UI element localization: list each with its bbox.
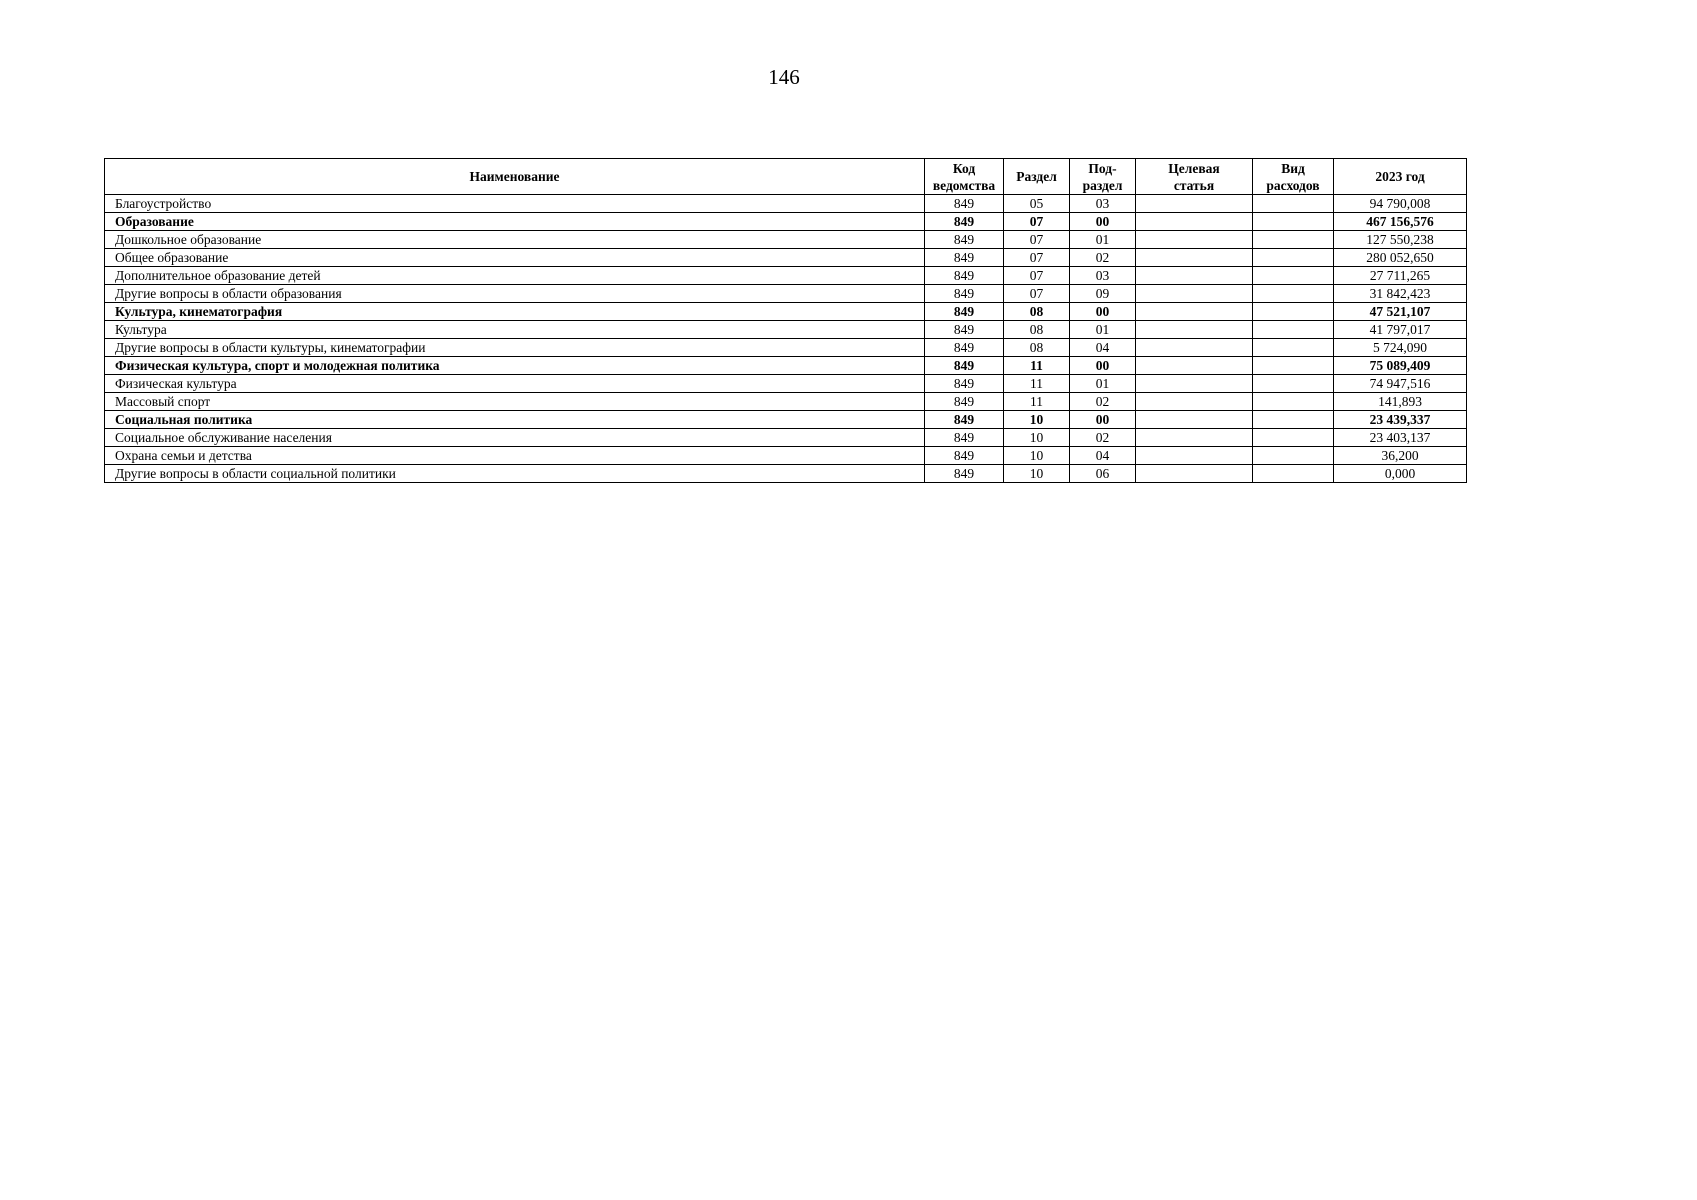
cell-expense-type	[1253, 411, 1334, 429]
cell-name: Другие вопросы в области культуры, кинематографии	[105, 339, 925, 357]
cell-target-article	[1136, 303, 1253, 321]
cell-dept-code: 849	[925, 249, 1004, 267]
cell-target-article	[1136, 321, 1253, 339]
cell-expense-type	[1253, 393, 1334, 411]
cell-expense-type	[1253, 231, 1334, 249]
table-row	[105, 231, 1467, 249]
cell-section: 10	[1004, 447, 1070, 465]
table-row	[105, 321, 1467, 339]
cell-amount-2023: 23 403,137	[1334, 429, 1467, 447]
cell-target-article	[1136, 411, 1253, 429]
cell-target-article	[1136, 465, 1253, 483]
cell-dept-code: 849	[925, 339, 1004, 357]
cell-dept-code: 849	[925, 285, 1004, 303]
header-exptype-line1: Вид	[1281, 160, 1305, 176]
cell-section: 07	[1004, 213, 1070, 231]
table-row	[105, 195, 1467, 213]
cell-subsection: 09	[1070, 285, 1136, 303]
cell-name: Благоустройство	[105, 195, 925, 213]
cell-dept-code: 849	[925, 321, 1004, 339]
cell-dept-code: 849	[925, 411, 1004, 429]
cell-expense-type	[1253, 375, 1334, 393]
cell-amount-2023: 5 724,090	[1334, 339, 1467, 357]
cell-target-article	[1136, 231, 1253, 249]
table-row	[105, 393, 1467, 411]
cell-name: Охрана семьи и детства	[105, 447, 925, 465]
header-exptype-line2: расходов	[1266, 177, 1320, 193]
cell-dept-code: 849	[925, 393, 1004, 411]
header-dept-code-line1: Код	[952, 160, 976, 176]
cell-section: 10	[1004, 465, 1070, 483]
header-row	[105, 159, 1467, 195]
cell-target-article	[1136, 393, 1253, 411]
cell-name: Физическая культура	[105, 375, 925, 393]
cell-section: 11	[1004, 375, 1070, 393]
table-row	[105, 447, 1467, 465]
cell-target-article	[1136, 195, 1253, 213]
cell-subsection: 01	[1070, 321, 1136, 339]
cell-subsection: 04	[1070, 447, 1136, 465]
cell-amount-2023: 47 521,107	[1334, 303, 1467, 321]
cell-amount-2023: 41 797,017	[1334, 321, 1467, 339]
budget-table	[104, 158, 1467, 483]
cell-expense-type	[1253, 303, 1334, 321]
page-number: 146	[768, 65, 800, 89]
cell-section: 07	[1004, 267, 1070, 285]
header-subsection-line2: раздел	[1082, 177, 1123, 193]
header-dept-code	[925, 159, 1004, 195]
cell-subsection: 00	[1070, 411, 1136, 429]
cell-target-article	[1136, 339, 1253, 357]
cell-dept-code: 849	[925, 447, 1004, 465]
cell-subsection: 00	[1070, 213, 1136, 231]
cell-amount-2023: 75 089,409	[1334, 357, 1467, 375]
table-row	[105, 249, 1467, 267]
cell-dept-code: 849	[925, 429, 1004, 447]
cell-section: 10	[1004, 411, 1070, 429]
cell-amount-2023: 94 790,008	[1334, 195, 1467, 213]
cell-amount-2023: 0,000	[1334, 465, 1467, 483]
cell-expense-type	[1253, 321, 1334, 339]
cell-name: Общее образование	[105, 249, 925, 267]
cell-dept-code: 849	[925, 195, 1004, 213]
cell-dept-code: 849	[925, 303, 1004, 321]
cell-expense-type	[1253, 339, 1334, 357]
cell-dept-code: 849	[925, 213, 1004, 231]
cell-subsection: 04	[1070, 339, 1136, 357]
cell-expense-type	[1253, 285, 1334, 303]
cell-subsection: 00	[1070, 357, 1136, 375]
header-subsection	[1070, 159, 1136, 195]
header-target-line2: статья	[1173, 177, 1215, 193]
cell-amount-2023: 36,200	[1334, 447, 1467, 465]
header-target-article	[1136, 159, 1253, 195]
cell-target-article	[1136, 267, 1253, 285]
header-subsection-line1: Под-	[1088, 160, 1117, 176]
cell-expense-type	[1253, 429, 1334, 447]
cell-target-article	[1136, 213, 1253, 231]
cell-subsection: 02	[1070, 429, 1136, 447]
cell-expense-type	[1253, 213, 1334, 231]
cell-subsection: 01	[1070, 231, 1136, 249]
table-row	[105, 339, 1467, 357]
table-row	[105, 213, 1467, 231]
cell-amount-2023: 27 711,265	[1334, 267, 1467, 285]
table-row	[105, 285, 1467, 303]
cell-subsection: 03	[1070, 195, 1136, 213]
cell-name: Другие вопросы в области образования	[105, 285, 925, 303]
cell-expense-type	[1253, 267, 1334, 285]
cell-name: Физическая культура, спорт и молодежная политика	[105, 357, 925, 375]
cell-name: Дошкольное образование	[105, 231, 925, 249]
cell-dept-code: 849	[925, 231, 1004, 249]
cell-section: 07	[1004, 231, 1070, 249]
cell-section: 11	[1004, 393, 1070, 411]
table-row	[105, 357, 1467, 375]
cell-expense-type	[1253, 357, 1334, 375]
cell-amount-2023: 141,893	[1334, 393, 1467, 411]
cell-subsection: 02	[1070, 393, 1136, 411]
cell-section: 07	[1004, 249, 1070, 267]
cell-name: Культура, кинематография	[105, 303, 925, 321]
cell-name: Образование	[105, 213, 925, 231]
header-target-line1: Целевая	[1168, 160, 1220, 176]
table-header	[105, 159, 1467, 195]
header-section: Раздел	[1004, 159, 1070, 195]
header-year: 2023 год	[1334, 159, 1467, 195]
cell-amount-2023: 23 439,337	[1334, 411, 1467, 429]
cell-section: 08	[1004, 339, 1070, 357]
cell-amount-2023: 280 052,650	[1334, 249, 1467, 267]
cell-name: Дополнительное образование детей	[105, 267, 925, 285]
cell-dept-code: 849	[925, 357, 1004, 375]
table-row	[105, 375, 1467, 393]
cell-dept-code: 849	[925, 375, 1004, 393]
cell-expense-type	[1253, 447, 1334, 465]
cell-name: Социальное обслуживание населения	[105, 429, 925, 447]
cell-target-article	[1136, 447, 1253, 465]
table-row	[105, 411, 1467, 429]
cell-expense-type	[1253, 249, 1334, 267]
header-name: Наименование	[105, 159, 925, 195]
cell-amount-2023: 467 156,576	[1334, 213, 1467, 231]
cell-section: 05	[1004, 195, 1070, 213]
table-row	[105, 429, 1467, 447]
cell-section: 08	[1004, 303, 1070, 321]
cell-section: 11	[1004, 357, 1070, 375]
cell-amount-2023: 127 550,238	[1334, 231, 1467, 249]
cell-amount-2023: 74 947,516	[1334, 375, 1467, 393]
cell-target-article	[1136, 357, 1253, 375]
header-expense-type	[1253, 159, 1334, 195]
cell-subsection: 01	[1070, 375, 1136, 393]
cell-subsection: 06	[1070, 465, 1136, 483]
cell-subsection: 03	[1070, 267, 1136, 285]
cell-name: Другие вопросы в области социальной политики	[105, 465, 925, 483]
cell-section: 08	[1004, 321, 1070, 339]
cell-expense-type	[1253, 465, 1334, 483]
cell-name: Социальная политика	[105, 411, 925, 429]
cell-dept-code: 849	[925, 465, 1004, 483]
cell-amount-2023: 31 842,423	[1334, 285, 1467, 303]
cell-name: Массовый спорт	[105, 393, 925, 411]
cell-section: 10	[1004, 429, 1070, 447]
cell-name: Культура	[105, 321, 925, 339]
cell-expense-type	[1253, 195, 1334, 213]
table-row	[105, 267, 1467, 285]
cell-subsection: 00	[1070, 303, 1136, 321]
cell-target-article	[1136, 429, 1253, 447]
cell-target-article	[1136, 375, 1253, 393]
cell-section: 07	[1004, 285, 1070, 303]
header-dept-code-line2: ведомства	[932, 177, 996, 193]
cell-target-article	[1136, 285, 1253, 303]
table-body	[105, 195, 1467, 483]
cell-target-article	[1136, 249, 1253, 267]
table-row	[105, 465, 1467, 483]
table-row	[105, 303, 1467, 321]
cell-subsection: 02	[1070, 249, 1136, 267]
cell-dept-code: 849	[925, 267, 1004, 285]
